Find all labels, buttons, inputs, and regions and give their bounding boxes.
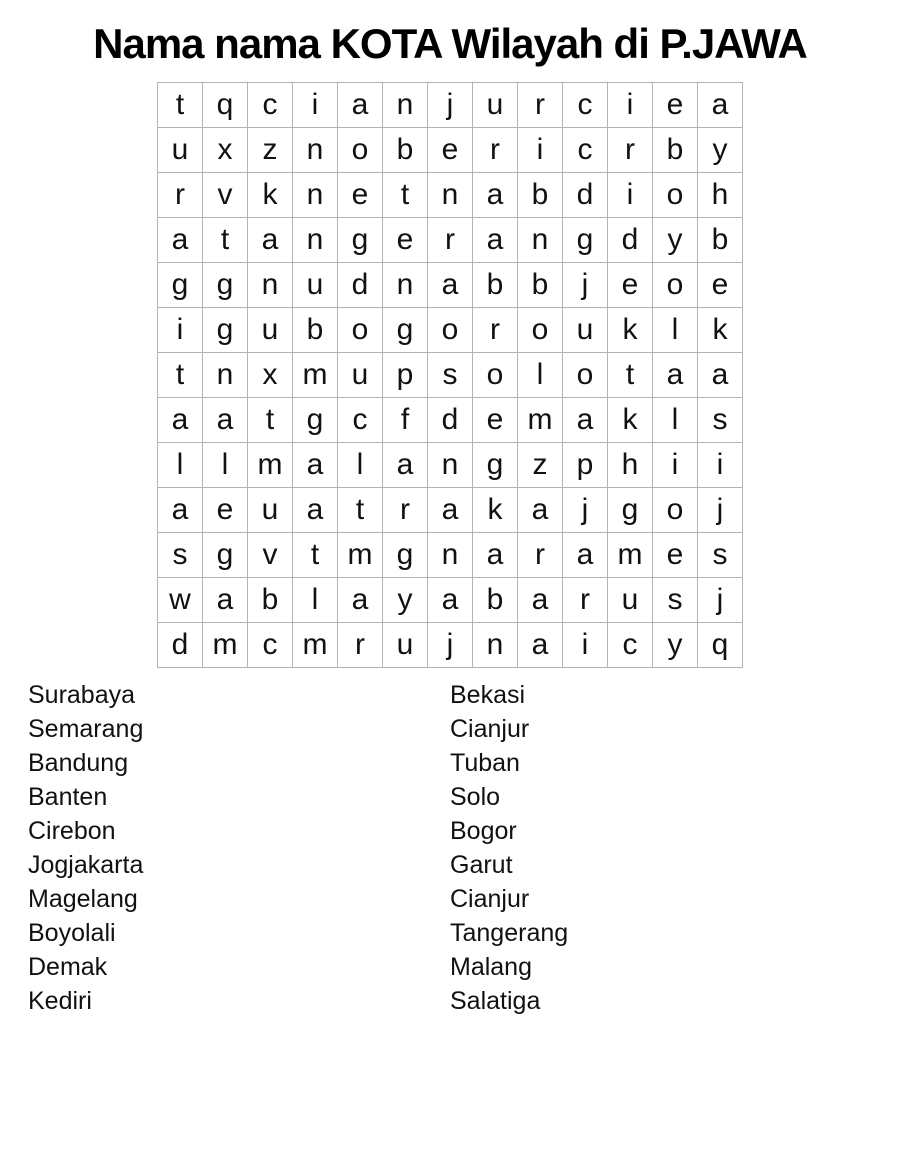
grid-cell[interactable]: t — [383, 173, 428, 218]
grid-cell[interactable]: j — [698, 488, 743, 533]
grid-cell[interactable]: n — [428, 533, 473, 578]
grid-cell[interactable]: e — [383, 218, 428, 263]
grid-cell[interactable]: t — [338, 488, 383, 533]
grid-cell[interactable]: u — [338, 353, 383, 398]
grid-cell[interactable]: i — [608, 83, 653, 128]
grid-cell[interactable]: c — [563, 83, 608, 128]
grid-cell[interactable]: k — [248, 173, 293, 218]
grid-row — [158, 443, 743, 488]
grid-cell[interactable]: c — [608, 623, 653, 668]
grid-cell[interactable]: j — [563, 488, 608, 533]
grid-row — [158, 578, 743, 623]
grid-cell[interactable]: m — [293, 353, 338, 398]
grid-cell[interactable]: a — [158, 218, 203, 263]
grid-cell[interactable]: f — [383, 398, 428, 443]
grid-cell[interactable]: o — [518, 308, 563, 353]
grid-cell[interactable]: r — [158, 173, 203, 218]
grid-cell[interactable]: g — [293, 398, 338, 443]
grid-cell[interactable]: a — [293, 488, 338, 533]
grid-cell[interactable]: j — [428, 83, 473, 128]
grid-cell[interactable]: l — [518, 353, 563, 398]
grid-cell[interactable]: t — [248, 398, 293, 443]
grid-cell[interactable]: n — [293, 173, 338, 218]
word-list-left-column — [0, 678, 450, 1018]
word-list-item: Jogjakarta — [28, 851, 144, 879]
grid-cell[interactable]: a — [338, 83, 383, 128]
grid-cell[interactable]: e — [428, 128, 473, 173]
grid-cell[interactable]: a — [428, 488, 473, 533]
grid-cell[interactable]: q — [698, 623, 743, 668]
grid-cell[interactable]: o — [563, 353, 608, 398]
word-list-item: Bogor — [450, 817, 517, 845]
grid-cell[interactable]: a — [563, 398, 608, 443]
grid-cell[interactable]: o — [338, 128, 383, 173]
grid-cell[interactable]: e — [608, 263, 653, 308]
grid-cell[interactable]: l — [338, 443, 383, 488]
word-list-item: Tuban — [450, 749, 520, 777]
grid-row — [158, 533, 743, 578]
grid-cell[interactable]: s — [158, 533, 203, 578]
grid-cell[interactable]: v — [248, 533, 293, 578]
grid-row — [158, 173, 743, 218]
grid-cell[interactable]: n — [383, 83, 428, 128]
grid-cell[interactable]: b — [473, 578, 518, 623]
grid-cell[interactable]: g — [563, 218, 608, 263]
grid-cell[interactable]: b — [518, 263, 563, 308]
grid-cell[interactable]: a — [203, 578, 248, 623]
grid-cell[interactable]: u — [383, 623, 428, 668]
grid-cell[interactable]: o — [653, 173, 698, 218]
grid-cell[interactable]: x — [203, 128, 248, 173]
grid-cell[interactable]: j — [563, 263, 608, 308]
grid-cell[interactable]: l — [653, 398, 698, 443]
grid-cell[interactable]: c — [338, 398, 383, 443]
word-list-item: Kediri — [28, 987, 92, 1015]
grid-row — [158, 398, 743, 443]
grid-cell[interactable]: o — [473, 353, 518, 398]
grid-cell[interactable]: n — [428, 173, 473, 218]
grid-cell[interactable]: b — [473, 263, 518, 308]
grid-cell[interactable]: t — [203, 218, 248, 263]
grid-cell[interactable]: j — [698, 578, 743, 623]
grid-cell[interactable]: p — [563, 443, 608, 488]
grid-cell[interactable]: i — [653, 443, 698, 488]
grid-cell[interactable]: u — [248, 488, 293, 533]
grid-body — [158, 83, 743, 668]
grid-cell[interactable]: m — [518, 398, 563, 443]
grid-cell[interactable]: n — [248, 263, 293, 308]
grid-cell[interactable]: r — [428, 218, 473, 263]
grid-cell[interactable]: k — [473, 488, 518, 533]
grid-cell[interactable]: e — [653, 83, 698, 128]
grid-cell[interactable]: g — [383, 308, 428, 353]
grid-cell[interactable]: b — [653, 128, 698, 173]
grid-cell[interactable]: u — [563, 308, 608, 353]
grid-cell[interactable]: y — [653, 623, 698, 668]
grid-cell[interactable]: d — [158, 623, 203, 668]
grid-cell[interactable]: a — [428, 578, 473, 623]
grid-cell[interactable]: h — [608, 443, 653, 488]
grid-cell[interactable]: k — [698, 308, 743, 353]
word-list-item: Cirebon — [28, 817, 116, 845]
grid-cell[interactable]: b — [293, 308, 338, 353]
grid-cell[interactable]: e — [338, 173, 383, 218]
word-list-item: Cianjur — [450, 885, 530, 913]
grid-cell[interactable]: g — [203, 308, 248, 353]
word-list-item: Bandung — [28, 749, 129, 777]
grid-cell[interactable]: n — [293, 128, 338, 173]
grid-cell[interactable]: m — [608, 533, 653, 578]
grid-cell[interactable]: a — [473, 533, 518, 578]
grid-cell[interactable]: d — [338, 263, 383, 308]
grid-cell[interactable]: q — [203, 83, 248, 128]
grid-cell[interactable]: c — [248, 83, 293, 128]
grid-cell[interactable]: y — [698, 128, 743, 173]
grid-cell[interactable]: b — [383, 128, 428, 173]
grid-cell[interactable]: g — [338, 218, 383, 263]
grid-cell[interactable]: t — [158, 83, 203, 128]
grid-cell[interactable]: g — [158, 263, 203, 308]
grid-cell[interactable]: i — [518, 128, 563, 173]
grid-cell[interactable]: g — [473, 443, 518, 488]
grid-cell[interactable]: c — [563, 128, 608, 173]
grid-cell[interactable]: y — [653, 218, 698, 263]
grid-cell[interactable]: x — [248, 353, 293, 398]
grid-cell[interactable]: w — [158, 578, 203, 623]
grid-row — [158, 308, 743, 353]
word-list-item: Bekasi — [450, 681, 526, 709]
grid-cell[interactable]: o — [428, 308, 473, 353]
grid-cell[interactable]: a — [698, 83, 743, 128]
grid-cell[interactable]: a — [653, 353, 698, 398]
grid-cell[interactable]: r — [608, 128, 653, 173]
grid-cell[interactable]: t — [158, 353, 203, 398]
grid-cell[interactable]: g — [383, 533, 428, 578]
grid-row — [158, 488, 743, 533]
grid-cell[interactable]: d — [563, 173, 608, 218]
grid-cell[interactable]: h — [698, 173, 743, 218]
grid-cell[interactable]: y — [383, 578, 428, 623]
word-list-right-column — [450, 678, 900, 1018]
grid-cell[interactable]: o — [338, 308, 383, 353]
word-list — [0, 678, 900, 1018]
grid-cell[interactable]: r — [563, 578, 608, 623]
grid-cell[interactable]: z — [518, 443, 563, 488]
grid-row — [158, 218, 743, 263]
grid-row — [158, 263, 743, 308]
grid-cell[interactable]: l — [158, 443, 203, 488]
grid-cell[interactable]: a — [248, 218, 293, 263]
grid-cell[interactable]: t — [293, 533, 338, 578]
grid-cell[interactable]: k — [608, 308, 653, 353]
grid-cell[interactable]: n — [293, 218, 338, 263]
word-list-item: Surabaya — [28, 681, 136, 709]
grid-cell[interactable]: i — [698, 443, 743, 488]
grid-cell[interactable]: n — [428, 443, 473, 488]
grid-cell[interactable]: s — [698, 398, 743, 443]
word-list-item: Malang — [450, 953, 532, 981]
grid-cell[interactable]: l — [293, 578, 338, 623]
grid-cell[interactable]: m — [293, 623, 338, 668]
grid-cell[interactable]: l — [203, 443, 248, 488]
grid-cell[interactable]: b — [698, 218, 743, 263]
grid-cell[interactable]: d — [608, 218, 653, 263]
grid-cell[interactable]: m — [338, 533, 383, 578]
grid-cell[interactable]: a — [338, 578, 383, 623]
page-title: Nama nama KOTA Wilayah di P.JAWA — [93, 20, 807, 67]
grid-cell[interactable]: g — [203, 263, 248, 308]
grid-cell[interactable]: i — [608, 173, 653, 218]
grid-cell[interactable]: a — [428, 263, 473, 308]
grid-cell[interactable]: s — [698, 533, 743, 578]
grid-cell[interactable]: r — [518, 533, 563, 578]
grid-cell[interactable]: a — [203, 398, 248, 443]
grid-cell[interactable]: r — [473, 128, 518, 173]
grid-cell[interactable]: o — [653, 263, 698, 308]
wordsearch-grid — [157, 82, 743, 668]
grid-cell[interactable]: a — [518, 488, 563, 533]
word-list-item: Solo — [450, 783, 501, 811]
grid-cell[interactable]: r — [473, 308, 518, 353]
grid-cell[interactable]: i — [293, 83, 338, 128]
grid-cell[interactable]: t — [608, 353, 653, 398]
grid-cell[interactable]: b — [518, 173, 563, 218]
grid-cell[interactable]: r — [518, 83, 563, 128]
grid-row — [158, 623, 743, 668]
grid-cell[interactable]: a — [383, 443, 428, 488]
grid-cell[interactable]: m — [203, 623, 248, 668]
grid-cell[interactable]: n — [383, 263, 428, 308]
grid-cell[interactable]: a — [518, 623, 563, 668]
grid-cell[interactable]: a — [473, 218, 518, 263]
word-list-item: Banten — [28, 783, 108, 811]
word-list-item: Salatiga — [450, 987, 541, 1015]
grid-cell[interactable]: j — [428, 623, 473, 668]
grid-cell[interactable]: e — [473, 398, 518, 443]
grid-cell[interactable]: a — [518, 578, 563, 623]
grid-row — [158, 353, 743, 398]
grid-cell[interactable]: n — [518, 218, 563, 263]
grid-cell[interactable]: u — [158, 128, 203, 173]
grid-cell[interactable]: p — [383, 353, 428, 398]
grid-cell[interactable]: m — [248, 443, 293, 488]
grid-cell[interactable]: o — [653, 488, 698, 533]
word-list-item: Garut — [450, 851, 513, 879]
grid-cell[interactable]: a — [563, 533, 608, 578]
grid-cell[interactable]: b — [248, 578, 293, 623]
grid-cell[interactable]: u — [608, 578, 653, 623]
grid-cell[interactable]: r — [383, 488, 428, 533]
grid-cell[interactable]: n — [203, 353, 248, 398]
grid-cell[interactable]: s — [428, 353, 473, 398]
grid-row — [158, 128, 743, 173]
grid-cell[interactable]: u — [473, 83, 518, 128]
grid-row — [158, 83, 743, 128]
grid-cell[interactable]: k — [608, 398, 653, 443]
grid-cell[interactable]: v — [203, 173, 248, 218]
grid-cell[interactable]: u — [248, 308, 293, 353]
grid-cell[interactable]: e — [203, 488, 248, 533]
word-list-item: Tangerang — [450, 919, 569, 947]
word-list-item: Magelang — [28, 885, 138, 913]
word-list-item: Semarang — [28, 715, 144, 743]
grid-cell[interactable]: a — [698, 353, 743, 398]
grid-cell[interactable]: g — [608, 488, 653, 533]
grid-cell[interactable]: s — [653, 578, 698, 623]
grid-cell[interactable]: i — [563, 623, 608, 668]
grid-cell[interactable]: r — [338, 623, 383, 668]
word-list-item: Demak — [28, 953, 108, 981]
grid-cell[interactable]: c — [248, 623, 293, 668]
grid-cell[interactable]: a — [473, 173, 518, 218]
grid-cell[interactable]: n — [473, 623, 518, 668]
grid-cell[interactable]: d — [428, 398, 473, 443]
grid-cell[interactable]: a — [158, 398, 203, 443]
grid-cell[interactable]: u — [293, 263, 338, 308]
grid-cell[interactable]: i — [158, 308, 203, 353]
grid-cell[interactable]: e — [653, 533, 698, 578]
grid-cell[interactable]: a — [293, 443, 338, 488]
grid-cell[interactable]: z — [248, 128, 293, 173]
grid-cell[interactable]: a — [158, 488, 203, 533]
grid-cell[interactable]: e — [698, 263, 743, 308]
word-list-item: Cianjur — [450, 715, 530, 743]
word-list-item: Boyolali — [28, 919, 116, 947]
grid-cell[interactable]: g — [203, 533, 248, 578]
grid-cell[interactable]: l — [653, 308, 698, 353]
